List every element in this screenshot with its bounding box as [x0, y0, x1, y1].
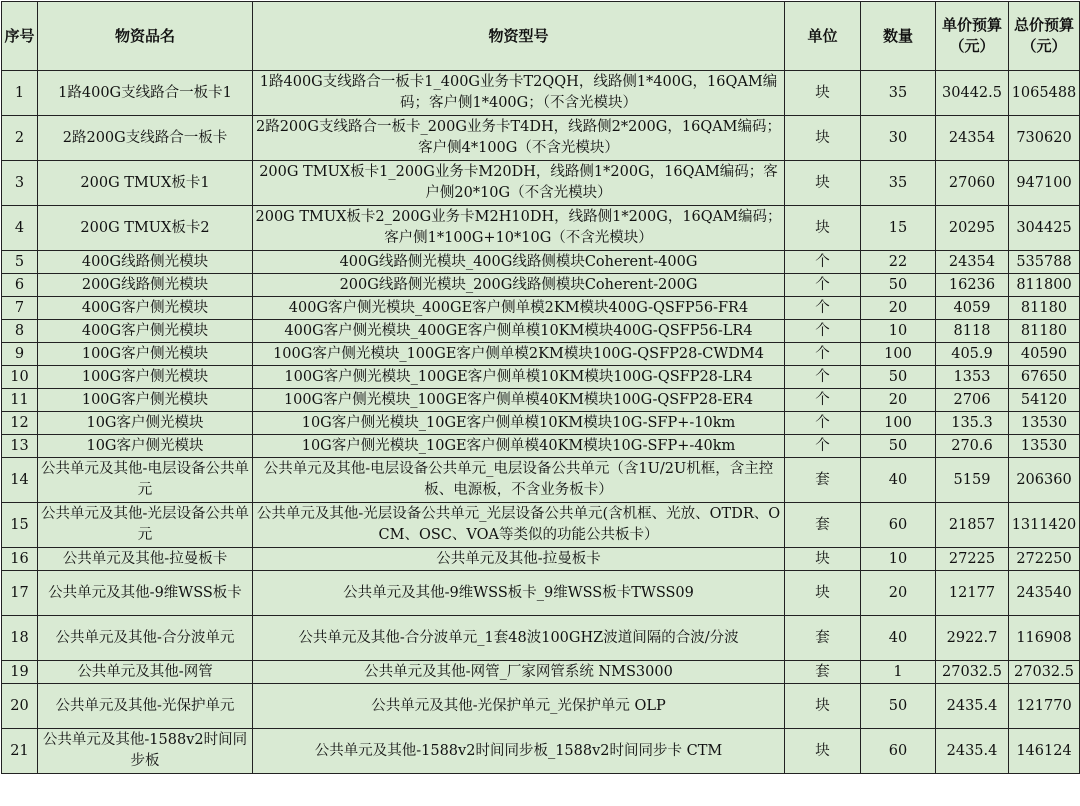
cell-unit-price: 270.6 [936, 435, 1009, 458]
header-row [2, 2, 1080, 71]
cell-model: 400G线路侧光模块_400G线路侧模块Coherent-400G [253, 251, 785, 274]
cell-unit-price: 2435.4 [936, 729, 1009, 774]
cell-name: 公共单元及其他-光保护单元 [38, 684, 253, 729]
cell-name: 公共单元及其他-9维WSS板卡 [38, 571, 253, 616]
cell-unit-price: 2435.4 [936, 684, 1009, 729]
cell-name: 2路200G支线路合一板卡 [38, 116, 253, 161]
cell-unit: 套 [785, 503, 861, 548]
header-qty: 数量 [861, 2, 936, 71]
cell-seq: 1 [2, 71, 38, 116]
cell-seq: 18 [2, 616, 38, 661]
cell-name: 200G TMUX板卡1 [38, 161, 253, 206]
cell-total-price: 272250 [1009, 548, 1080, 571]
cell-unit: 个 [785, 320, 861, 343]
cell-qty: 40 [861, 616, 936, 661]
cell-qty: 60 [861, 503, 936, 548]
cell-unit: 块 [785, 684, 861, 729]
cell-unit: 套 [785, 661, 861, 684]
cell-seq: 16 [2, 548, 38, 571]
cell-name: 200G线路侧光模块 [38, 274, 253, 297]
cell-unit-price: 16236 [936, 274, 1009, 297]
cell-qty: 50 [861, 274, 936, 297]
cell-total-price: 54120 [1009, 389, 1080, 412]
cell-model: 200G线路侧光模块_200G线路侧模块Coherent-200G [253, 274, 785, 297]
cell-qty: 10 [861, 548, 936, 571]
cell-unit-price: 2706 [936, 389, 1009, 412]
cell-model: 公共单元及其他-光层设备公共单元_光层设备公共单元(含机框、光放、OTDR、OCM、OSC、VOA等类似的功能公共板卡） [253, 503, 785, 548]
cell-qty: 20 [861, 297, 936, 320]
cell-model: 10G客户侧光模块_10GE客户侧单模40KM模块10G-SFP+-40km [253, 435, 785, 458]
cell-total-price: 1065488 [1009, 71, 1080, 116]
table-row [2, 206, 1080, 251]
cell-seq: 12 [2, 412, 38, 435]
cell-unit-price: 30442.5 [936, 71, 1009, 116]
table-row [2, 366, 1080, 389]
cell-name: 1路400G支线路合一板卡1 [38, 71, 253, 116]
cell-unit: 个 [785, 412, 861, 435]
cell-qty: 50 [861, 684, 936, 729]
cell-qty: 35 [861, 161, 936, 206]
table-row [2, 161, 1080, 206]
cell-unit: 块 [785, 71, 861, 116]
cell-total-price: 206360 [1009, 458, 1080, 503]
cell-unit-price: 5159 [936, 458, 1009, 503]
cell-qty: 50 [861, 435, 936, 458]
cell-unit: 块 [785, 116, 861, 161]
cell-total-price: 67650 [1009, 366, 1080, 389]
cell-unit: 个 [785, 389, 861, 412]
cell-unit-price: 8118 [936, 320, 1009, 343]
cell-model: 200G TMUX板卡2_200G业务卡M2H10DH，线路侧1*200G，16QAM编码；客户侧1*100G+10*10G（不含光模块） [253, 206, 785, 251]
cell-qty: 100 [861, 343, 936, 366]
cell-unit: 个 [785, 251, 861, 274]
cell-seq: 4 [2, 206, 38, 251]
table-row [2, 116, 1080, 161]
cell-total-price: 811800 [1009, 274, 1080, 297]
table-row [2, 729, 1080, 774]
header-model: 物资型号 [253, 2, 785, 71]
table-row [2, 343, 1080, 366]
cell-seq: 5 [2, 251, 38, 274]
cell-model: 公共单元及其他-网管_厂家网管系统 NMS3000 [253, 661, 785, 684]
cell-total-price: 121770 [1009, 684, 1080, 729]
cell-seq: 6 [2, 274, 38, 297]
cell-name: 100G客户侧光模块 [38, 366, 253, 389]
cell-model: 2路200G支线路合一板卡_200G业务卡T4DH，线路侧2*200G，16QAM编码；客户侧4*100G（不含光模块） [253, 116, 785, 161]
cell-total-price: 81180 [1009, 297, 1080, 320]
cell-unit: 块 [785, 571, 861, 616]
cell-name: 10G客户侧光模块 [38, 412, 253, 435]
cell-seq: 11 [2, 389, 38, 412]
cell-model: 公共单元及其他-合分波单元_1套48波100GHZ波道间隔的合波/分波 [253, 616, 785, 661]
cell-seq: 10 [2, 366, 38, 389]
table-row [2, 503, 1080, 548]
cell-seq: 14 [2, 458, 38, 503]
cell-qty: 35 [861, 71, 936, 116]
header-seq: 序号 [2, 2, 38, 71]
cell-model: 10G客户侧光模块_10GE客户侧单模10KM模块10G-SFP+-10km [253, 412, 785, 435]
cell-name: 400G客户侧光模块 [38, 320, 253, 343]
cell-name: 200G TMUX板卡2 [38, 206, 253, 251]
table-row [2, 661, 1080, 684]
table-row [2, 458, 1080, 503]
cell-name: 400G客户侧光模块 [38, 297, 253, 320]
cell-model: 400G客户侧光模块_400GE客户侧单模10KM模块400G-QSFP56-LR4 [253, 320, 785, 343]
cell-qty: 20 [861, 389, 936, 412]
cell-total-price: 13530 [1009, 412, 1080, 435]
cell-qty: 40 [861, 458, 936, 503]
header-total-price: 总价预算（元） [1009, 2, 1080, 71]
cell-unit-price: 20295 [936, 206, 1009, 251]
cell-total-price: 116908 [1009, 616, 1080, 661]
header-unit: 单位 [785, 2, 861, 71]
cell-unit-price: 12177 [936, 571, 1009, 616]
cell-qty: 15 [861, 206, 936, 251]
cell-unit: 个 [785, 435, 861, 458]
cell-qty: 100 [861, 412, 936, 435]
cell-seq: 13 [2, 435, 38, 458]
cell-model: 公共单元及其他-1588v2时间同步板_1588v2时间同步卡 CTM [253, 729, 785, 774]
cell-total-price: 947100 [1009, 161, 1080, 206]
cell-qty: 10 [861, 320, 936, 343]
cell-model: 400G客户侧光模块_400GE客户侧单模2KM模块400G-QSFP56-FR4 [253, 297, 785, 320]
cell-unit: 套 [785, 458, 861, 503]
cell-total-price: 146124 [1009, 729, 1080, 774]
cell-model: 公共单元及其他-拉曼板卡 [253, 548, 785, 571]
cell-name: 公共单元及其他-电层设备公共单元 [38, 458, 253, 503]
table-header [2, 2, 1080, 71]
header-unit-price: 单价预算（元） [936, 2, 1009, 71]
cell-unit-price: 27225 [936, 548, 1009, 571]
cell-unit: 套 [785, 616, 861, 661]
cell-model: 公共单元及其他-9维WSS板卡_9维WSS板卡TWSS09 [253, 571, 785, 616]
cell-unit-price: 2922.7 [936, 616, 1009, 661]
cell-seq: 15 [2, 503, 38, 548]
cell-unit-price: 135.3 [936, 412, 1009, 435]
cell-seq: 20 [2, 684, 38, 729]
table-row [2, 297, 1080, 320]
cell-qty: 50 [861, 366, 936, 389]
cell-qty: 30 [861, 116, 936, 161]
cell-unit: 个 [785, 343, 861, 366]
cell-seq: 9 [2, 343, 38, 366]
cell-name: 公共单元及其他-拉曼板卡 [38, 548, 253, 571]
cell-qty: 20 [861, 571, 936, 616]
table-row [2, 389, 1080, 412]
cell-total-price: 40590 [1009, 343, 1080, 366]
cell-seq: 7 [2, 297, 38, 320]
cell-name: 公共单元及其他-网管 [38, 661, 253, 684]
cell-unit-price: 405.9 [936, 343, 1009, 366]
cell-unit: 个 [785, 274, 861, 297]
cell-total-price: 243540 [1009, 571, 1080, 616]
cell-unit-price: 24354 [936, 116, 1009, 161]
cell-name: 公共单元及其他-合分波单元 [38, 616, 253, 661]
cell-total-price: 81180 [1009, 320, 1080, 343]
cell-name: 公共单元及其他-1588v2时间同步板 [38, 729, 253, 774]
cell-model: 100G客户侧光模块_100GE客户侧单模10KM模块100G-QSFP28-LR4 [253, 366, 785, 389]
cell-name: 10G客户侧光模块 [38, 435, 253, 458]
table-row [2, 251, 1080, 274]
cell-model: 公共单元及其他-电层设备公共单元_电层设备公共单元（含1U/2U机框，含主控板、电源板，不含业务板卡） [253, 458, 785, 503]
table-row [2, 412, 1080, 435]
cell-seq: 8 [2, 320, 38, 343]
cell-name: 400G线路侧光模块 [38, 251, 253, 274]
cell-model: 200G TMUX板卡1_200G业务卡M20DH，线路侧1*200G，16QAM编码；客户侧20*10G（不含光模块） [253, 161, 785, 206]
table-body [2, 71, 1080, 774]
table-row [2, 616, 1080, 661]
table-row [2, 435, 1080, 458]
cell-unit: 块 [785, 206, 861, 251]
cell-unit: 个 [785, 366, 861, 389]
cell-model: 1路400G支线路合一板卡1_400G业务卡T2QQH，线路侧1*400G，16QAM编码；客户侧1*400G；（不含光模块） [253, 71, 785, 116]
cell-unit-price: 4059 [936, 297, 1009, 320]
cell-total-price: 730620 [1009, 116, 1080, 161]
cell-unit-price: 27032.5 [936, 661, 1009, 684]
cell-total-price: 27032.5 [1009, 661, 1080, 684]
cell-seq: 2 [2, 116, 38, 161]
cell-qty: 1 [861, 661, 936, 684]
cell-unit-price: 21857 [936, 503, 1009, 548]
header-name: 物资品名 [38, 2, 253, 71]
cell-unit: 个 [785, 297, 861, 320]
cell-seq: 19 [2, 661, 38, 684]
procurement-table [1, 1, 1080, 774]
cell-seq: 21 [2, 729, 38, 774]
table-row [2, 548, 1080, 571]
cell-model: 100G客户侧光模块_100GE客户侧单模40KM模块100G-QSFP28-ER4 [253, 389, 785, 412]
cell-model: 100G客户侧光模块_100GE客户侧单模2KM模块100G-QSFP28-CWDM4 [253, 343, 785, 366]
table-row [2, 274, 1080, 297]
cell-unit: 块 [785, 548, 861, 571]
table-row [2, 71, 1080, 116]
cell-name: 公共单元及其他-光层设备公共单元 [38, 503, 253, 548]
cell-total-price: 535788 [1009, 251, 1080, 274]
cell-qty: 22 [861, 251, 936, 274]
cell-unit-price: 24354 [936, 251, 1009, 274]
cell-unit: 块 [785, 161, 861, 206]
cell-total-price: 304425 [1009, 206, 1080, 251]
table-row [2, 684, 1080, 729]
cell-name: 100G客户侧光模块 [38, 389, 253, 412]
cell-total-price: 1311420 [1009, 503, 1080, 548]
cell-name: 100G客户侧光模块 [38, 343, 253, 366]
cell-qty: 60 [861, 729, 936, 774]
cell-seq: 3 [2, 161, 38, 206]
cell-unit: 块 [785, 729, 861, 774]
table-row [2, 320, 1080, 343]
cell-seq: 17 [2, 571, 38, 616]
cell-unit-price: 27060 [936, 161, 1009, 206]
cell-model: 公共单元及其他-光保护单元_光保护单元 OLP [253, 684, 785, 729]
cell-total-price: 13530 [1009, 435, 1080, 458]
cell-unit-price: 1353 [936, 366, 1009, 389]
table-row [2, 571, 1080, 616]
